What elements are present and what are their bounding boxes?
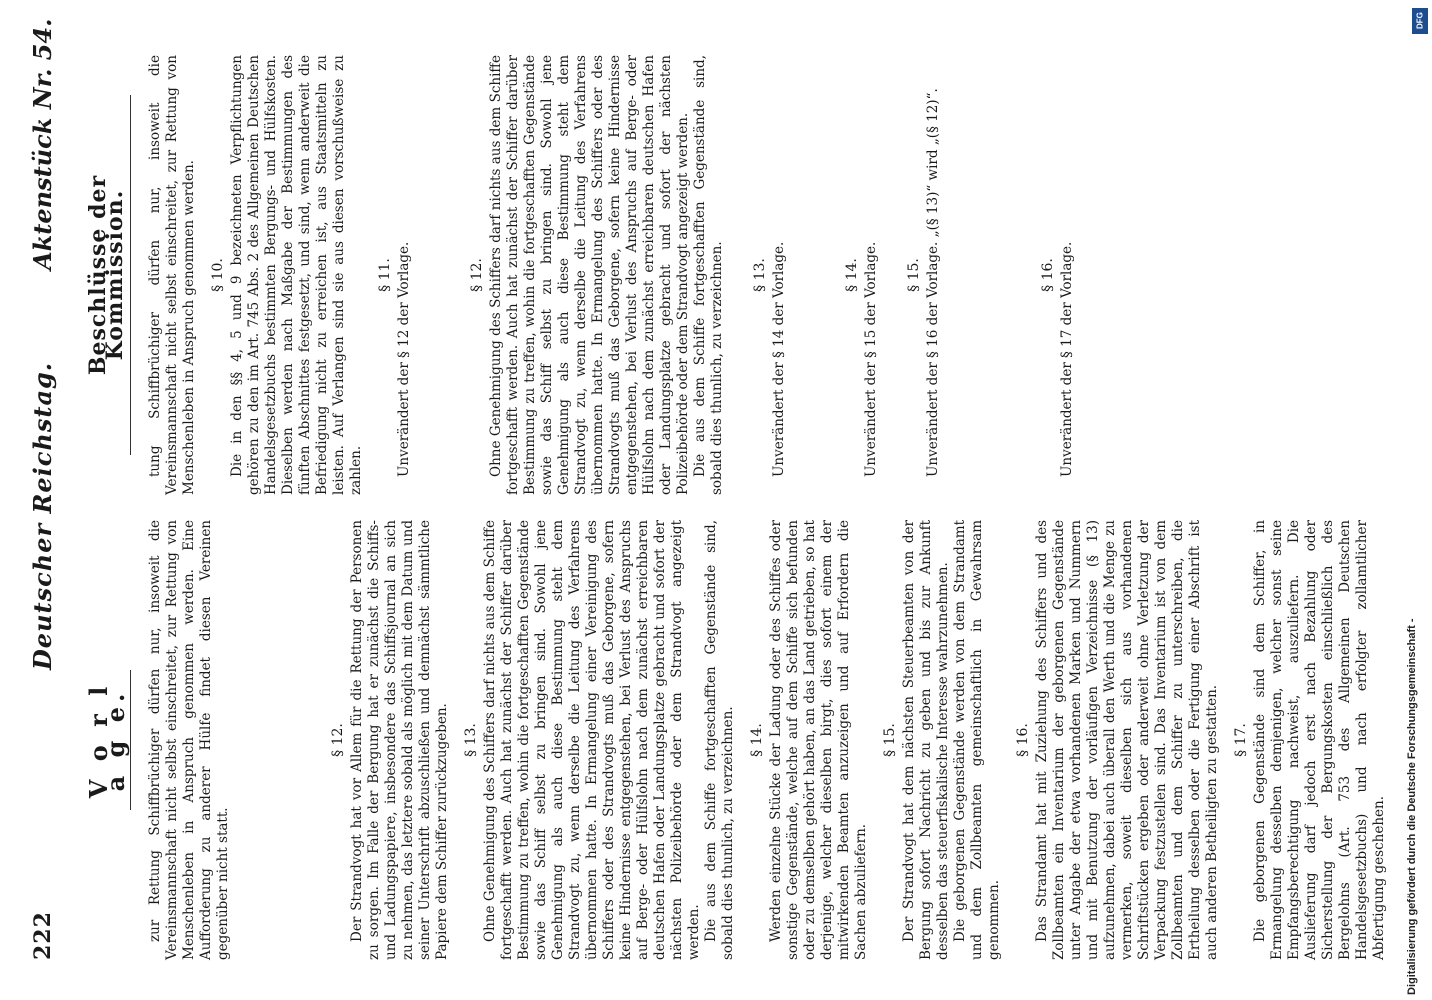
page-header [22, 0, 70, 1000]
column-title-vorlage: V o r l a g e. [90, 670, 131, 810]
section-heading: § 16. [1015, 723, 1031, 757]
section-heading: § 13. [463, 723, 479, 757]
dfg-logo: DFG [1412, 8, 1428, 34]
paragraph-unchanged: Unverändert der § 17 der Vorlage. [1059, 241, 1075, 477]
publication-title: Deutscher Reichstag. [28, 361, 57, 670]
paragraph: Die aus dem Schiffe fortgeschafften Gegenstände sind, sobald dies thunlich, zu verzeichnen. [692, 55, 725, 495]
paragraph: Werden einzelne Stücke der Ladung oder des Schiffes oder sonstige Gegenstände, welche auf dem Schiffe sich befunden oder zu demselben gehört haben, an das Land getrieben, so hat derjenige, welcher dieselben birgt, dies sofort einem der mitwirkenden Beamten anzuzeigen und auf Erfordern die Sachen abzuliefern. [768, 520, 869, 960]
paragraph: Die aus dem Schiffe fortgeschafften Gegenstände sind, sobald dies thunlich, zu verzeichnen. [703, 520, 736, 960]
section-heading: § 14. [844, 258, 860, 292]
paragraph-intro: zur Rettung Schiffbrüchiger dürfen nur, insoweit die Vereinsmannschaft nicht selbst einschreitet, zur Rettung von Menschenleben in Anspruch genommen werden. Eine Aufforderung zu anderer Hülfe findet diesen Vereinen gegenüber nicht statt. [147, 520, 231, 960]
page-number: 222 [30, 911, 56, 960]
paragraph-intro: tung Schiffbrüchiger dürfen nur, insoweit die Vereinsmannschaft nicht selbst einschreitet, zur Rettung von Menschenleben in Anspruch genommen werden. [147, 55, 197, 495]
paragraph: Der Strandvogt hat dem nächsten Steuerbeamten von der Bergung sofort Nachricht zu geben und bis zur Ankunft desselben das steuerfiskalische Interesse wahrzunehmen. [901, 520, 951, 960]
section-heading: § 10. [210, 258, 226, 292]
section-heading: § 12. [469, 258, 485, 292]
column-beschluesse [85, 55, 1076, 495]
paragraph: Der Strandvogt hat vor Allem für die Rettung der Personen zu sorgen. Im Falle der Bergung hat er zunächst die Schiffs- und Ladungspapiere, insbesondere das Schiffsjournal an sich zu nehmen, das letztere sobald als möglich mit dem Datum und seiner Unterschrift abzuschließen und demnächst sämmtliche Papiere dem Schiffer zurückzugeben. [349, 520, 450, 960]
section-heading: § 15. [882, 723, 898, 757]
paragraph: Das Strandamt hat mit Zuziehung des Schiffers und des Zollbeamten ein Inventarium der geborgenen Gegenstände unter Angabe der etwa vorhandenen Marken und Nummern und mit Benutzung der vorläufigen Verzeichnisse (§ 13) aufzunehmen, dabei auch überall den Werth und die Menge zu vermerken, soweit dieselben sich aus vorhandenen Schriftstücken ergeben oder anderweit ohne Verletzung der Verpackung festzustellen sind. Das Inventarium ist von dem Zollbeamten und dem Schiffer zu unterschreiben, die Ertheilung desselben oder die Fertigung einer Abschrift ist auch anderen Betheiligten zu gestatten. [1034, 520, 1220, 960]
paragraph-unchanged: Unverändert der § 14 der Vorlage. [771, 241, 787, 477]
column-vorlage [84, 520, 1388, 960]
section-heading: § 13. [752, 258, 768, 292]
section-heading: § 16. [1040, 258, 1056, 292]
paragraph: Ohne Genehmigung des Schiffers darf nichts aus dem Schiffe fortgeschafft werden. Auch hat zunächst der Schiffer darüber Bestimmung zu treffen, wohin die fortgeschafften Gegenstände sowie das Schiff selbst zu bringen sind. Sowohl jene Genehmigung als auch diese Bestimmung steht dem Strandvogt zu, wenn derselbe die Leitung des Verfahrens übernommen hatte. In Ermangelung des Schiffers oder des Strandvogts muß das Geborgene, sofern keine Hindernisse entgegenstehen, bei Verlust des Anspruchs auf Berge- oder Hülfslohn nach dem zunächst erreichbaren deutschen Hafen oder Landungsplatze gebracht und sofort der nächsten Polizeibehörde oder dem Strandvogt angezeigt werden. [488, 55, 691, 495]
paragraph-unchanged: Unverändert der § 12 der Vorlage. [396, 241, 412, 477]
section-heading: § 15. [906, 258, 922, 292]
paragraph: Die geborgenen Gegenstände sind dem Schiffer, in Ermangelung desselben demjenigen, welcher sonst seine Empfangsberechtigung nachweist, auszuliefern. Die Auslieferung darf jedoch erst nach Bezahlung oder Sicherstellung der Bergungskosten einschließlich des Bergelohns (Art. 753 des Allgemeinen Deutschen Handelsgesetzbuchs) und nach erfolgter zollamtlicher Abfertigung geschehen. [1252, 520, 1387, 960]
section-heading: § 14. [749, 723, 765, 757]
digitization-note: Digitalisierung gefördert durch die Deutsche Forschungsgemeinschaft - [1406, 618, 1418, 995]
section-heading: § 17. [1233, 723, 1249, 757]
document-number: Aktenstück Nr. 54. [28, 18, 57, 270]
paragraph: Die geborgenen Gegenstände werden von dem Strandamt und dem Zollbeamten gemeinschaftlich in Gewahrsam genommen. [952, 520, 1002, 960]
paragraph-unchanged: Unverändert der § 15 der Vorlage. [863, 241, 879, 477]
section-heading: § 11. [377, 258, 393, 292]
paragraph: Die in den §§ 4, 5 und 9 bezeichneten Verpflichtungen gehören zu den im Art. 745 Abs. 2 des Allgemeinen Deutschen Handelsgesetzbuchs bestimmten Bergungs- und Hülfskosten. Dieselben werden nach Maßgabe der Bestimmungen des fünften Abschnittes festgesetzt, und sind, wenn anderweit die Befriedigung nicht zu erreichen ist, aus Staatsmitteln zu leisten. Auf Verlangen sind sie aus diesen vorschußweise zu zahlen. [229, 55, 364, 495]
paragraph-unchanged: Unverändert der § 16 der Vorlage. „(§ 13)“ wird „(§ 12)“. [925, 88, 941, 477]
paragraph: Ohne Genehmigung des Schiffers darf nichts aus dem Schiffe fortgeschafft werden. Auch hat zunächst der Schiffer darüber Bestimmung zu treffen, wohin die fortgeschafften Gegenstände sowie das Schiff selbst zu bringen sind. Sowohl jene Genehmigung als auch diese Bestimmung steht dem Strandvogt zu, wenn derselbe die Leitung des Verfahrens übernommen hatte. In Ermangelung einer Vereinigung des Schiffers oder des Strandvogts muß das Geborgene, sofern keine Hindernisse entgegenstehen, bei Verlust des Anspruchs auf Berge- oder Hülfslohn nach dem zunächst erreichbaren deutschen Hafen oder Landungsplatze gebracht und sofort der nächsten Polizeibehörde oder dem Strandvogt angezeigt werden. [482, 520, 702, 960]
section-heading: § 12. [330, 723, 346, 757]
column-title-beschluesse: Beschlüsse der Kommission. [90, 95, 131, 455]
